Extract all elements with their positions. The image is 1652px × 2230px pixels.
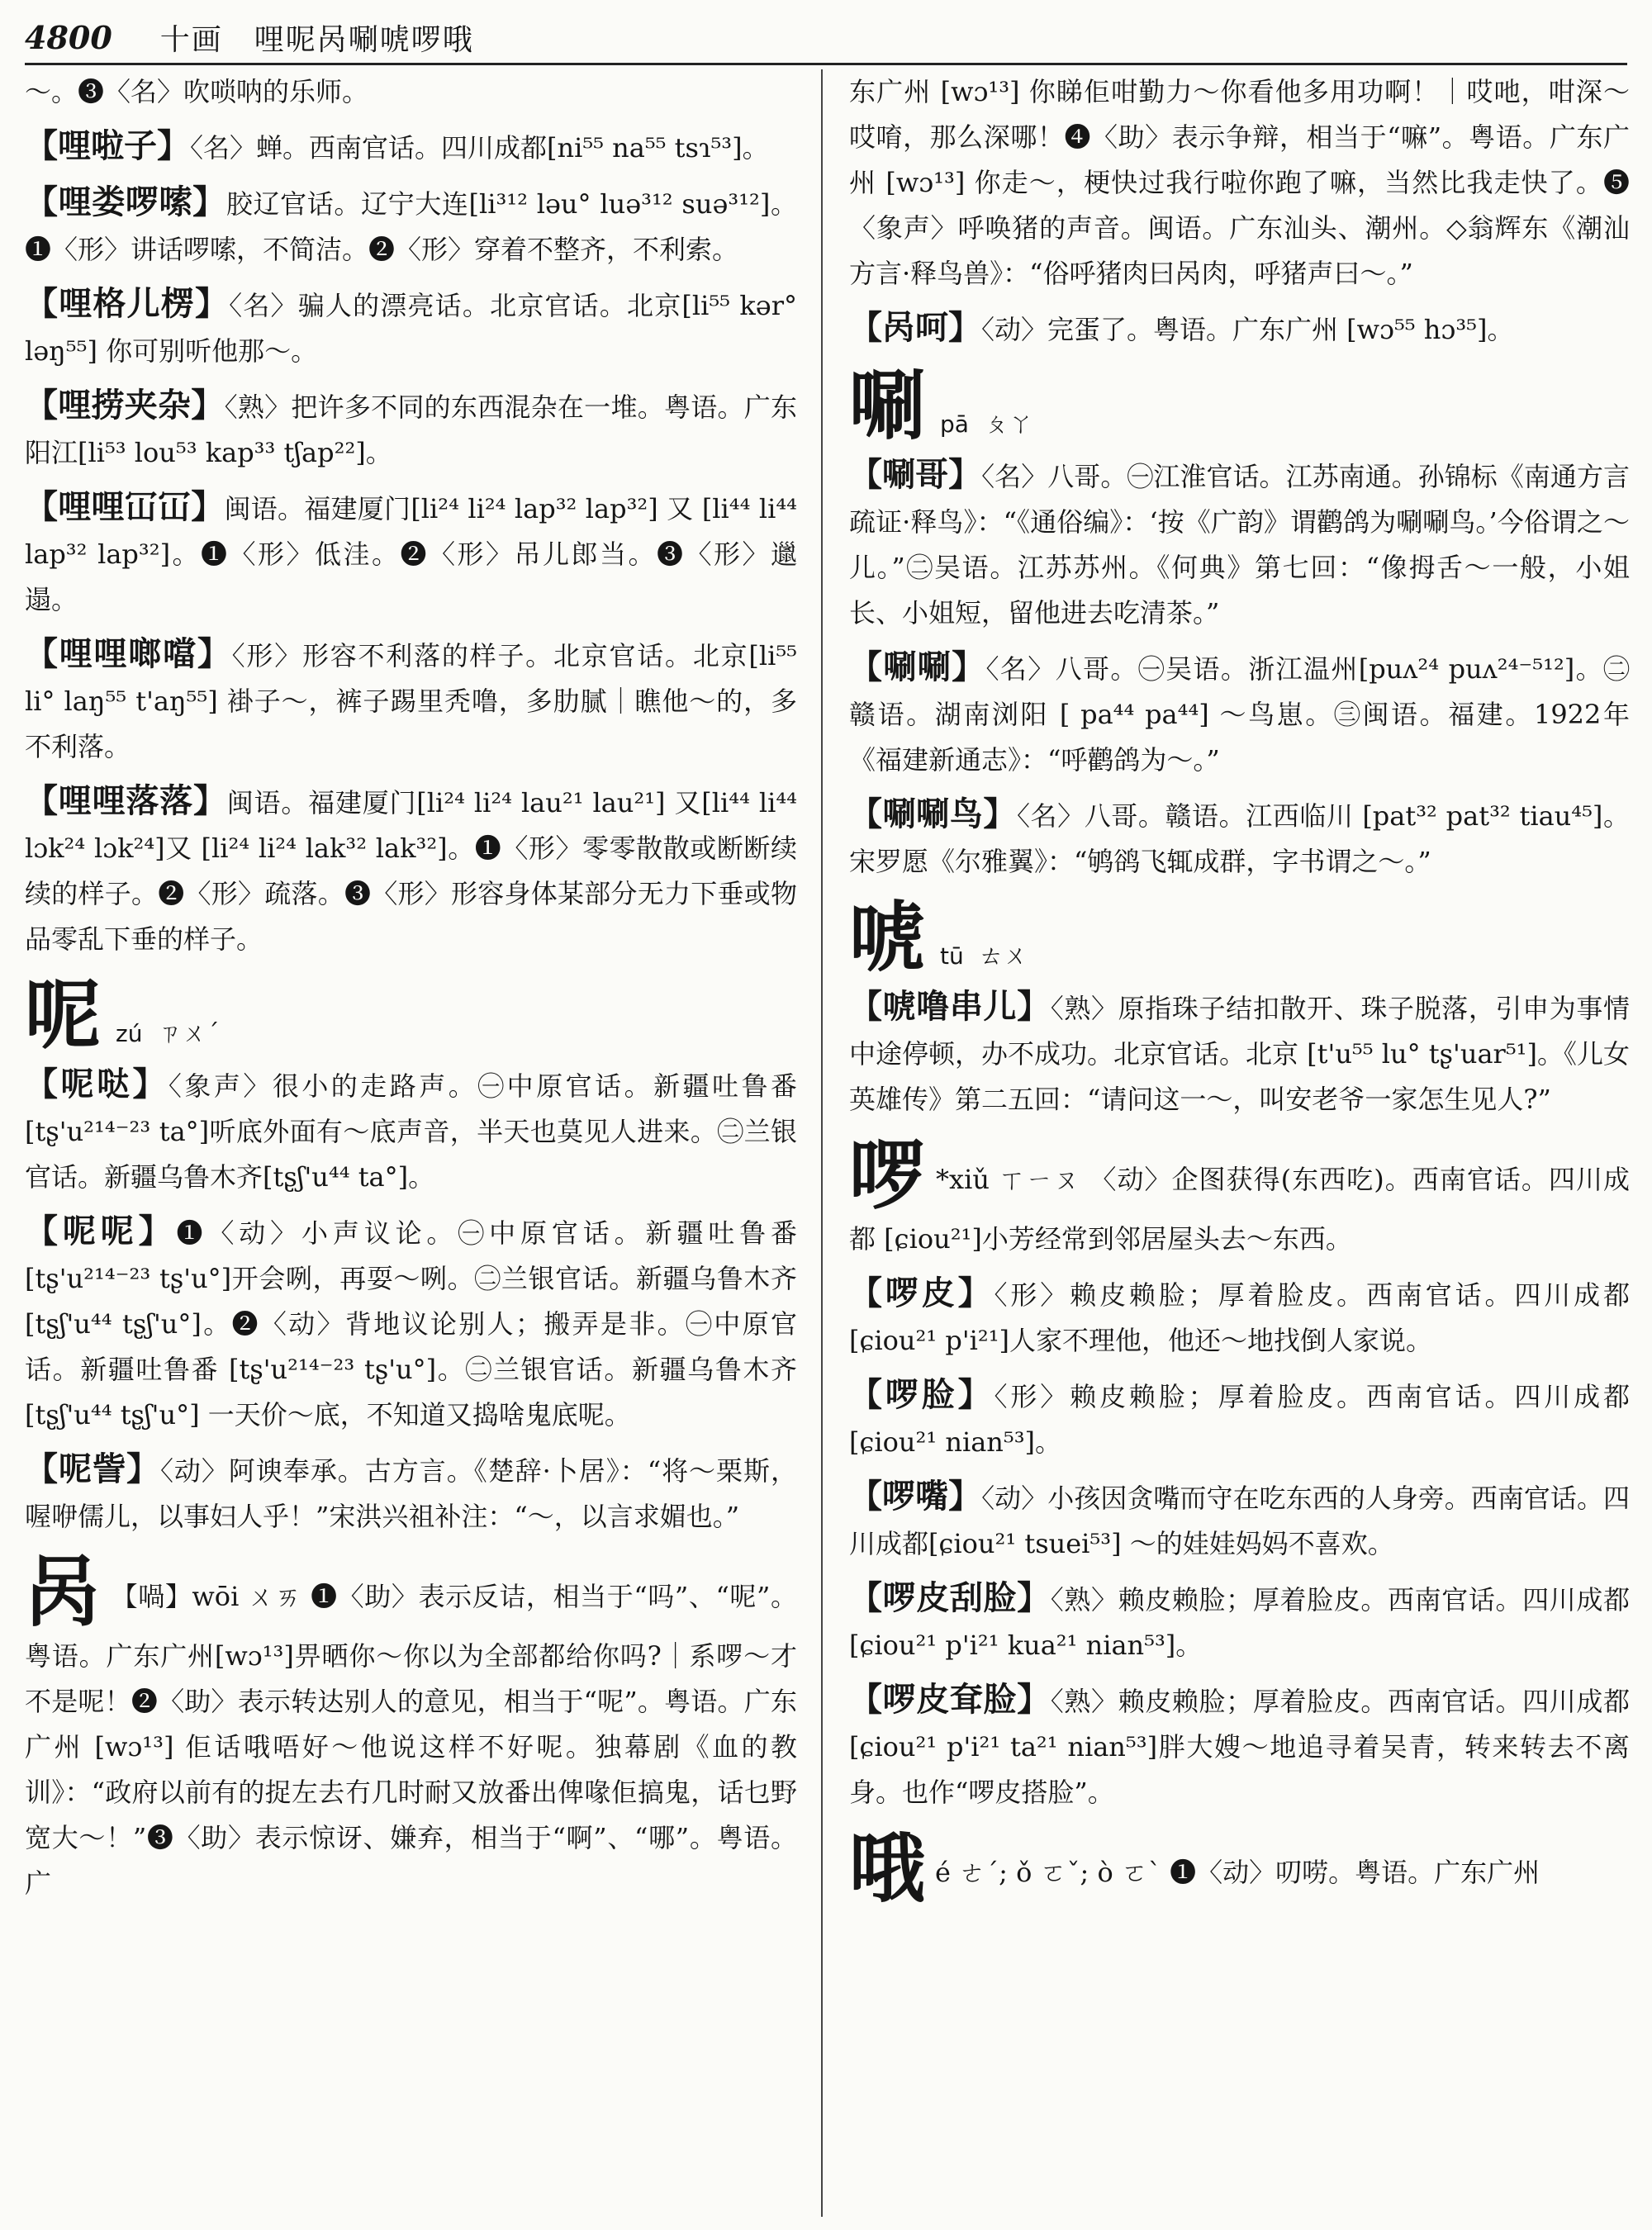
dictionary-entry — [25, 382, 797, 476]
entry-definition: 〈名〉八哥。㊀江淮官话。江苏南通。孙锦标《南通方言疏证·释鸟》：“《通俗编》：‘按《广韵》谓鹳鸽为唰唰鸟。’今俗谓之～儿。”㊁吴语。江苏苏州。《何典》第七回：“像拇舌～一般，小姐长、小姐短，留他进去吃清茶。” — [849, 461, 1630, 629]
left-column — [25, 69, 797, 2217]
entry-definition: 〈形〉赖皮赖脸；厚着脸皮。西南官话。四川成都 [ɕiou²¹ nian⁵³]。 — [849, 1381, 1630, 1458]
dictionary-entry — [25, 123, 797, 171]
entry-headword: 【哩格儿楞】 — [25, 284, 230, 323]
dictionary-entry — [25, 179, 797, 273]
entry-definition: 〈名〉骗人的漂亮话。北京官话。北京[li⁵⁵ kər° ləŋ⁵⁵] 你可别听他那～。 — [25, 290, 797, 367]
zhuyin: ㄗㄨˊ — [157, 1019, 220, 1048]
entry-headword: 【哩娄啰嗦】 — [25, 183, 226, 221]
head-character: 呢 — [25, 970, 102, 1060]
character-entry — [25, 1548, 797, 1906]
entry-headword: 【啰脸】 — [849, 1375, 995, 1414]
entry-headword: 【呢呢】 — [25, 1212, 177, 1250]
entry-definition: 〈动〉完蛋了。粤语。广东广州 [wɔ⁵⁵ hɔ³⁵]。 — [981, 314, 1514, 345]
entry-definition: 〈熟〉原指珠子结扣散开、珠子脱落，引申为事情中途停顿，办不成功。北京官话。北京 [t'u⁵⁵ lu° tʂ'uar⁵¹]。《儿女英雄传》第二五回：“请问这一～，叫安老爷一家怎生见人?” — [849, 993, 1630, 1115]
entry-headword: 【唰唰】 — [849, 648, 986, 686]
entry-definition: 闽语。福建厦门[li²⁴ li²⁴ lau²¹ lau²¹] 又[li⁴⁴ li⁴⁴ lɔk²⁴ lɔk²⁴]又 [li²⁴ li²⁴ lak³² lak³²]。❶〈形〉零零散散或断断续续的样子。❷〈形〉疏落。❸〈形〉形容身体某部分无力下垂或物品零乱下垂的样子。 — [25, 787, 797, 955]
entry-headword: 【哩哩冚冚】 — [25, 487, 225, 526]
entry-definition: 〈象声〉很小的走路声。㊀中原官话。新疆吐鲁番[tʂ'u²¹⁴⁻²³ ta°]听底外面有～底声音，半天也莫见人进来。㊁兰银官话。新疆乌鲁木齐[tʂʃ'u⁴⁴ ta°]。 — [25, 1070, 797, 1193]
entry-definition: 〈名〉八哥。㊀吴语。浙江温州[puʌ²⁴ puʌ²⁴⁻⁵¹²]。㊁赣语。湖南浏阳 [ pa⁴⁴ pa⁴⁴] ～鸟崽。㊂闽语。福建。1922年《福建新通志》：“呼鹳鸽为～。” — [849, 653, 1630, 776]
entry-continuation: 东广州 [wɔ¹³] 你睇佢咁勤力～你看他多用功啊！｜哎吔，咁深～哎唷，那么深哪！❹〈助〉表示争辩，相当于“嘛”。粤语。广东广州 [wɔ¹³] 你走～，梗快过我行啦你跑了嘛，当然比我走快了。❺〈象声〉呼唤猪的声音。闽语。广东汕头、潮州。◇翁辉东《潮汕方言·释鸟兽》：“俗呼猪肉曰呙肉，呼猪声曰～。” — [849, 76, 1630, 289]
entry-headword: 【哩捞夹杂】 — [25, 386, 225, 425]
entry-definition: 〈形〉赖皮赖脸；厚着脸皮。西南官话。四川成都[ɕiou²¹ p'i²¹]人家不理他，他还～地找倒人家说。 — [849, 1279, 1630, 1356]
entry-headword: 【呢哒】 — [25, 1065, 169, 1103]
dictionary-entry — [25, 1446, 797, 1540]
entry-definition: 〈熟〉赖皮赖脸；厚着脸皮。西南官话。四川成都[ɕiou²¹ p'i²¹ kua²¹ nian⁵³]。 — [849, 1584, 1630, 1661]
dictionary-entry — [25, 1208, 797, 1438]
entry-definition: 【喎】wōi ㄨㄞ ❶〈助〉表示反诘，相当于“吗”、“呢”。粤语。广东广州[wɔ¹³]畀晒你～你以为全部都给你吗?｜系啰～才不是呢！❷〈助〉表示转达别人的意见，相当于“呢”。粤语。广东广州 [wɔ¹³] 佢话哦唔好～他说这样不好呢。独幕剧《血的教训》：“政府以前有的捉左去冇几时耐又放番出俾喙佢搞鬼，话乜野宽大～！”❸〈助〉表示惊讶、嫌弃，相当于“啊”、“哪”。粤语。广 — [25, 1581, 797, 1899]
dictionary-entry — [849, 791, 1630, 885]
pinyin: zú — [116, 1020, 143, 1047]
entry-definition: 胶辽官话。辽宁大连[li³¹² ləu° luə³¹² suə³¹²]。❶〈形〉讲话啰嗦，不简洁。❷〈形〉穿着不整齐，不利索。 — [25, 188, 797, 265]
entry-definition: 〈动〉小孩因贪嘴而守在吃东西的人身旁。西南官话。四川成都[ɕiou²¹ tsuei⁵³] ～的娃娃妈妈不喜欢。 — [849, 1483, 1630, 1559]
entry-headword: 【哩啦子】 — [25, 126, 190, 165]
head-character: 唬 — [849, 893, 926, 982]
dictionary-entry — [849, 1372, 1630, 1465]
entry-definition: ❶〈动〉小声议论。㊀中原官话。新疆吐鲁番[tʂ'u²¹⁴⁻²³ tʂ'u°]开会咧，再耍～咧。㊁兰银官话。新疆乌鲁木齐 [tʂʃ'u⁴⁴ tʂʃ'u°]。❷〈动〉背地议论别人；搬弄是非。㊀中原官话。新疆吐鲁番 [tʂ'u²¹⁴⁻²³ tʂ'u°]。㊁兰银官话。新疆乌鲁木齐[tʂʃ'u⁴⁴ tʂʃ'u°] 一天价～底，不知道又捣啥鬼底呢。 — [25, 1217, 797, 1431]
character-entry — [849, 1824, 1630, 1913]
entry-headword: 【唰哥】 — [849, 455, 982, 494]
entry-headword: 【哩哩啷噹】 — [25, 634, 232, 673]
character-heading — [25, 970, 797, 1060]
page-header — [25, 12, 1627, 65]
entry-definition: 〈名〉蝉。西南官话。四川成都[ni⁵⁵ na⁵⁵ tsɿ⁵³]。 — [190, 132, 769, 164]
dictionary-entry — [849, 1575, 1630, 1668]
dictionary-entry — [25, 1061, 797, 1200]
entry-headword: 【唬噜串儿】 — [849, 987, 1051, 1026]
entry-definition: 〈熟〉把许多不同的东西混杂在一堆。粤语。广东阳江[li⁵³ lou⁵³ kap³³ tʃap²²]。 — [25, 391, 797, 468]
head-character: 呙 — [25, 1548, 102, 1637]
pinyin: tū — [940, 942, 964, 970]
dictionary-entry — [25, 281, 797, 374]
dictionary-entry — [849, 305, 1630, 353]
entry-definition: 〈名〉八哥。赣语。江西临川 [pat³² pat³² tiau⁴⁵]。宋罗愿《尔雅翼》：“鸲鹆飞辄成群，字书谓之～。” — [849, 800, 1630, 877]
zhuyin: ㄊㄨ — [978, 942, 1028, 970]
head-character: 唰 — [849, 361, 926, 450]
page-title: 十画 哩呢呙唰唬啰哦 — [159, 22, 474, 57]
character-entry — [849, 1131, 1630, 1262]
entry-definition: é ㄜˊ; ǒ ㄛˇ; ò ㄛˋ ❶〈动〉叨唠。粤语。广东广州 — [935, 1857, 1540, 1888]
dictionary-entry — [849, 1677, 1630, 1815]
entry-headword: 【啰嘴】 — [849, 1477, 982, 1516]
zhuyin: ㄆㄚ — [983, 410, 1033, 439]
entry-definition: 闽语。福建厦门[li²⁴ li²⁴ lap³² lap³²] 又 [li⁴⁴ li⁴⁴ lap³² lap³²]。❶〈形〉低洼。❷〈形〉吊儿郎当。❸〈形〉邋遢。 — [25, 493, 797, 615]
dictionary-entry — [849, 452, 1630, 636]
dictionary-entry — [849, 984, 1630, 1122]
entry-definition: 〈动〉阿谀奉承。古方言。《楚辞·卜居》：“将～栗斯，喔咿儒儿，以事妇人乎！”宋洪兴祖补注：“～，以言求媚也。” — [25, 1455, 797, 1532]
entry-continuation: ～。❸〈名〉吹唢呐的乐师。 — [25, 76, 369, 107]
entry-definition: 〈形〉形容不利落的样子。北京官话。北京[li⁵⁵ li° laŋ⁵⁵ t'aŋ⁵⁵] 褂子～，裤子踢里秃噜，多肋腻｜瞧他～的，多不利落。 — [25, 640, 797, 762]
entry-headword: 【啰皮】 — [849, 1274, 995, 1312]
page-number: 4800 — [25, 18, 112, 56]
entry-headword: 【呙呵】 — [849, 308, 981, 347]
entry-headword: 【哩哩落落】 — [25, 781, 227, 820]
dictionary-entry — [849, 644, 1630, 783]
dictionary-entry — [25, 484, 797, 623]
dictionary-entry — [25, 631, 797, 770]
entry-definition: *xiǔ ㄒㄧㄡ 〈动〉企图获得(东西吃)。西南官话。四川成都 [ɕiou²¹]小芳经常到邻居屋头去～东西。 — [849, 1164, 1630, 1255]
dictionary-entry — [849, 1270, 1630, 1364]
entry-definition: 〈熟〉赖皮赖脸；厚着脸皮。西南官话。四川成都[ɕiou²¹ p'i²¹ ta²¹ nian⁵³]胖大嫂～地追寻着吴青，转来转去不离身。也作“啰皮搭脸”。 — [849, 1686, 1630, 1808]
head-character: 啰 — [849, 1131, 927, 1220]
character-heading — [849, 361, 1630, 450]
head-character: 哦 — [849, 1824, 926, 1913]
dictionary-entry — [849, 1473, 1630, 1567]
entry-headword: 【呢訾】 — [25, 1450, 160, 1488]
entry-headword: 【啰皮耷脸】 — [849, 1680, 1051, 1719]
entry-headword: 【唰唰鸟】 — [849, 795, 1017, 833]
character-heading — [849, 893, 1630, 982]
column-divider — [821, 69, 823, 2217]
dictionary-entry — [25, 778, 797, 962]
entry-headword: 【啰皮刮脸】 — [849, 1578, 1051, 1617]
pinyin: pā — [940, 410, 969, 438]
right-column — [849, 69, 1630, 2217]
